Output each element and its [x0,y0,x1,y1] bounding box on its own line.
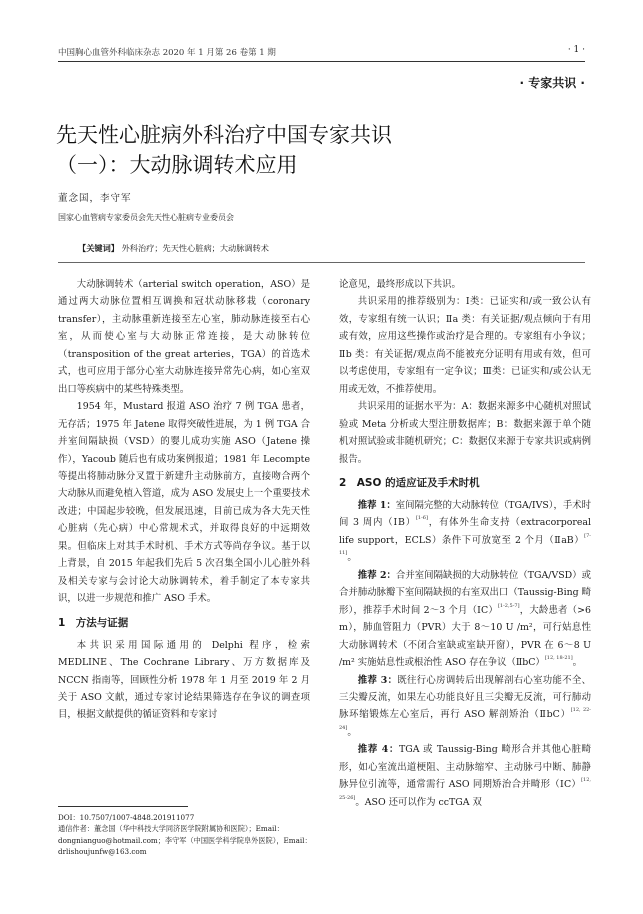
citation-ref: [7-11] [339,532,591,557]
column-label: · 专家共识 · [519,76,585,90]
header-rule [58,61,585,62]
title-line-2: （一）：大动脉调转术应用 [56,153,298,177]
recommendation-text: 既往行心房调转后出现解剖右心室功能不全、三尖瓣反流，如果左心功能良好且三尖瓣无反流，可行肺动脉环缩锻炼左心室后，再行 ASO 解剖矫治（ⅡbC） [339,674,591,721]
paragraph: 共识采用的证据水平为：A：数据来源多中心随机对照试验或 Meta 分析或大型注册数据库；B：数据来源于单个随机对照试验或非随机研究；C：数据仅来源于专家共识或病例报告。 [339,401,591,465]
recommendation-label: 推荐 2： [357,569,396,581]
punctuation: 。 [347,552,357,564]
authors: 董念国，李守军 [58,193,132,204]
recommendation-text: 合并室间隔缺损的大动脉转位（TGA/VSD）或合并肺动脉瓣下室间隔缺损的右室双出口（Taussig-Bing 畸形），推荐手术时间 2～3 个月（ⅠC） [339,569,591,616]
recommendation-text: ，有体外生命支持（extracorporeal life support，ECLS）条件下可放宽至 2 个月（ⅡaB） [339,517,591,546]
citation-ref: [1-6] [415,515,428,522]
citation-ref: [1-2,5-7] [497,602,520,609]
paragraph: 本共识采用国际通用的 Delphi 程序，检索 MEDLINE、The Cochrane Library、万方数据库及 NCCN 指南等，回顾性分析 1978 年 1 月至 2019 年 2 月关于 ASO 文献，通过专家讨论结果筛选存在争议的调查项目，根据文献提供的循证资料和专家讨 [58,639,310,721]
keywords-text: 外科治疗；先天性心脏病；大动脉调转术 [121,243,269,253]
recommendation-4 [339,741,591,811]
punctuation: 。 [572,657,583,669]
footnote [58,812,318,858]
recommendation-label: 推荐 1： [357,499,396,511]
paragraph: 大动脉调转术（arterial switch operation，ASO）是通过两大动脉位置相互调换和冠状动脉移栽（coronary transfer），主动脉重新连接至左心室，肺动脉连接至右心室，从而使心室与大动脉正常连接，是大动脉转位（transposition of the great arteries，TGA）的首选术式，也可应用于部分心室大动脉连接异常先心病，如心室双出口等疾病中的某些特殊类型。 [58,279,310,395]
recommendation-label: 推荐 4： [357,744,400,756]
keywords-rule [58,262,585,263]
punctuation: 。 [347,726,357,738]
recommendation-2 [339,567,591,672]
right-column [339,276,591,811]
recommendation-1 [339,497,591,567]
paragraph: 共识采用的推荐级别为：Ⅰ类：已证实和/或一致公认有效，专家组有统一认识；Ⅱa 类：有关证据/观点倾向于有用或有效，应用这些操作或治疗是合理的。专家组有小争议；Ⅱb 类：有关证据/观点尚不能被充分证明有用或有效，但可以考虑使用，专家组有一定争议；Ⅲ类：已证实和/或公认无用或无效，不推荐使用。 [339,296,591,395]
title-line-1: 先天性心脏病外科治疗中国专家共识 [56,123,392,147]
correspondence: 通信作者：董念国（华中科技大学同济医学院附属协和医院）；Email：dongnianguo@hotmail.com；李守军（中国医学科学院阜外医院），Email：drlishoujunfw@163.com [58,824,312,857]
citation-ref: [12, 25-26] [339,777,591,801]
recommendation-text: TGA 或 Taussig-Bing 畸形合并其他心脏畸形，如心室流出道梗阻、主动脉缩窄、主动脉弓中断、肺静脉异位引流等，通常需行 ASO 同期矫治合并畸形（ⅠC） [339,744,591,791]
recommendation-text: 室间隔完整的大动脉转位（TGA/IVS），手术时间 3 周内（ⅠB） [339,499,591,529]
recommendation-text: 。ASO 还可以作为 ccTGA 双 [355,796,482,808]
affiliation: 国家心血管病专家委员会先天性心脏病专业委员会 [58,213,234,222]
recommendation-label: 推荐 3： [357,674,398,686]
running-head: 中国胸心血管外科临床杂志 2020 年 1 月第 26 卷第 1 期 [58,48,276,58]
article-title [56,120,596,180]
paragraph: 1954 年，Mustard 报道 ASO 治疗 7 例 TGA 患者，无存活；1975 年 Jatene 取得突破性进展，为 1 例 TGA 合并室间隔缺损（VSD）的婴儿成功实施 ASO（Jatene 操作），Yacoub 随后也有成功案例报道；1981 年 Lecompte 等提出将肺动脉分叉置于新建升主动脉前方，直接吻合两个大动脉从而避免植入管道，成为 ASO 发展史上一个重要技术改进；中国起步较晚，但发展迅速，目前已成为各大先天性心脏病（先心病）中心常规术式，并取得良好的中远期效果。但临床上对其手术时机、手术方式等尚存争议。基于以上背景，自 2015 年起我们先后 5 次召集全国小儿心脏外科及相关专家与会讨论大动脉调转术，着手制定了本专家共识，以进一步规范和推广 ASO 手术。 [58,401,310,605]
recommendation-text: ，大龄患者（>6 m），肺血管阻力（PVR）大于 8～10 U /m²，可行姑息性大动脉调转术（不闭合室缺或室缺开窗），PVR 在 6～8 U /m² 实施姑息性或根治性 ASO 存在争议（ⅡbC） [339,604,591,669]
keywords-block [78,243,578,254]
citation-ref: [12, 18-21] [544,655,573,662]
page-number: · 1 · [567,45,585,55]
section-heading-methods: 1 方法与证据 [58,616,129,629]
left-column [58,276,310,724]
doi: DOI：10.7507/1007-4848.201911077 [58,813,195,822]
footnote-rule [58,806,188,807]
keywords-label: 【关键词】 [78,243,119,253]
citation-ref: [12, 22-24] [339,707,591,731]
recommendation-3 [339,672,591,742]
section-heading-indications: 2 ASO 的适应证及手术时机 [339,476,480,489]
paragraph: 论意见，最终形成以下共识。 [339,279,461,290]
